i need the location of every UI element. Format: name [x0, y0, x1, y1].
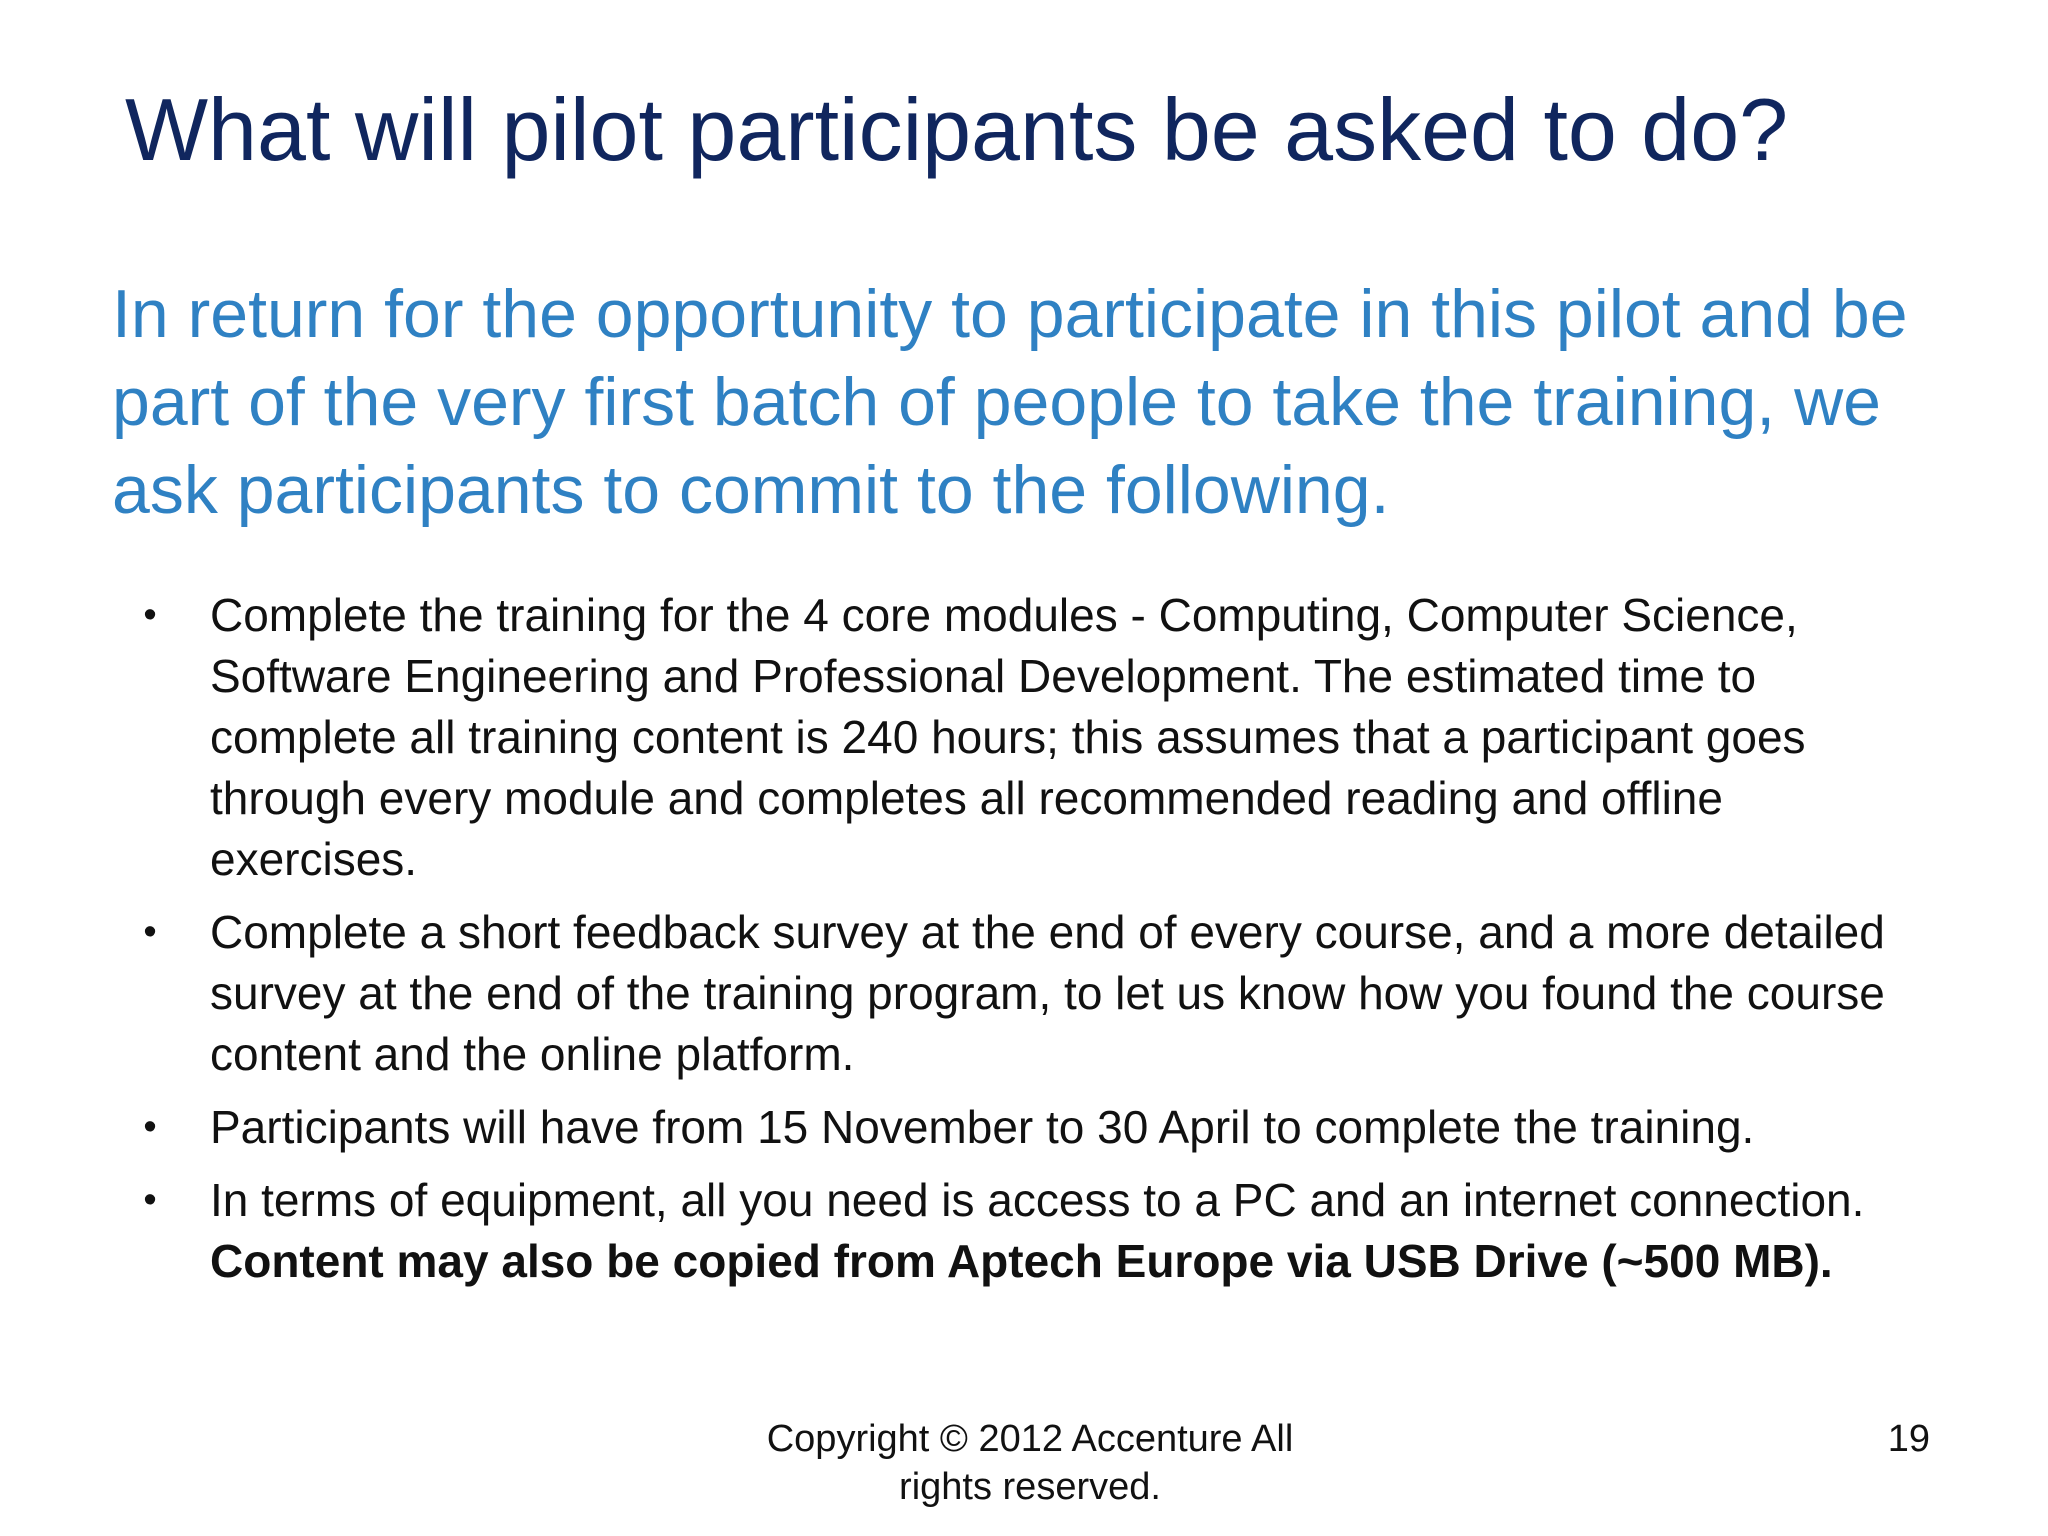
bullet-item [130, 902, 1910, 1085]
bullet-text: Complete the training for the 4 core modules - Computing, Computer Science, Software Engineering and Professional Development. The estimated time to complete all training content is 240 hours; this assumes that a participant goes through every module and completes all recommended reading and offline exercises. [210, 589, 1806, 885]
intro-paragraph: In return for the opportunity to participate in this pilot and be part of the very first batch of people to take the training, we ask participants to commit to the following. [112, 276, 1908, 528]
bullet-text: Participants will have from 15 November to 30 April to complete the training. [210, 1101, 1755, 1153]
slide-title: What will pilot participants be asked to do? [125, 80, 1789, 179]
bullet-text: In terms of equipment, all you need is access to a PC and an internet connection. [210, 1174, 1865, 1226]
bullet-icon: • [143, 1106, 157, 1148]
bullet-icon: • [143, 911, 157, 953]
bullet-text: Complete a short feedback survey at the end of every course, and a more detailed survey at the end of the training program, to let us know how you found the course content and the online platform. [210, 906, 1885, 1080]
bullet-icon: • [143, 594, 157, 636]
page-number: 19 [1887, 1418, 1930, 1460]
bullet-list [130, 585, 1910, 1304]
bullet-item [130, 1097, 1910, 1158]
bullet-item [130, 1170, 1910, 1292]
bullet-icon: • [143, 1179, 157, 1221]
copyright-footer: Copyright © 2012 Accenture All rights reserved. [766, 1418, 1294, 1508]
bullet-item [130, 585, 1910, 890]
bullet-bold-text: Content may also be copied from Aptech Europe via USB Drive (~500 MB). [210, 1235, 1833, 1287]
